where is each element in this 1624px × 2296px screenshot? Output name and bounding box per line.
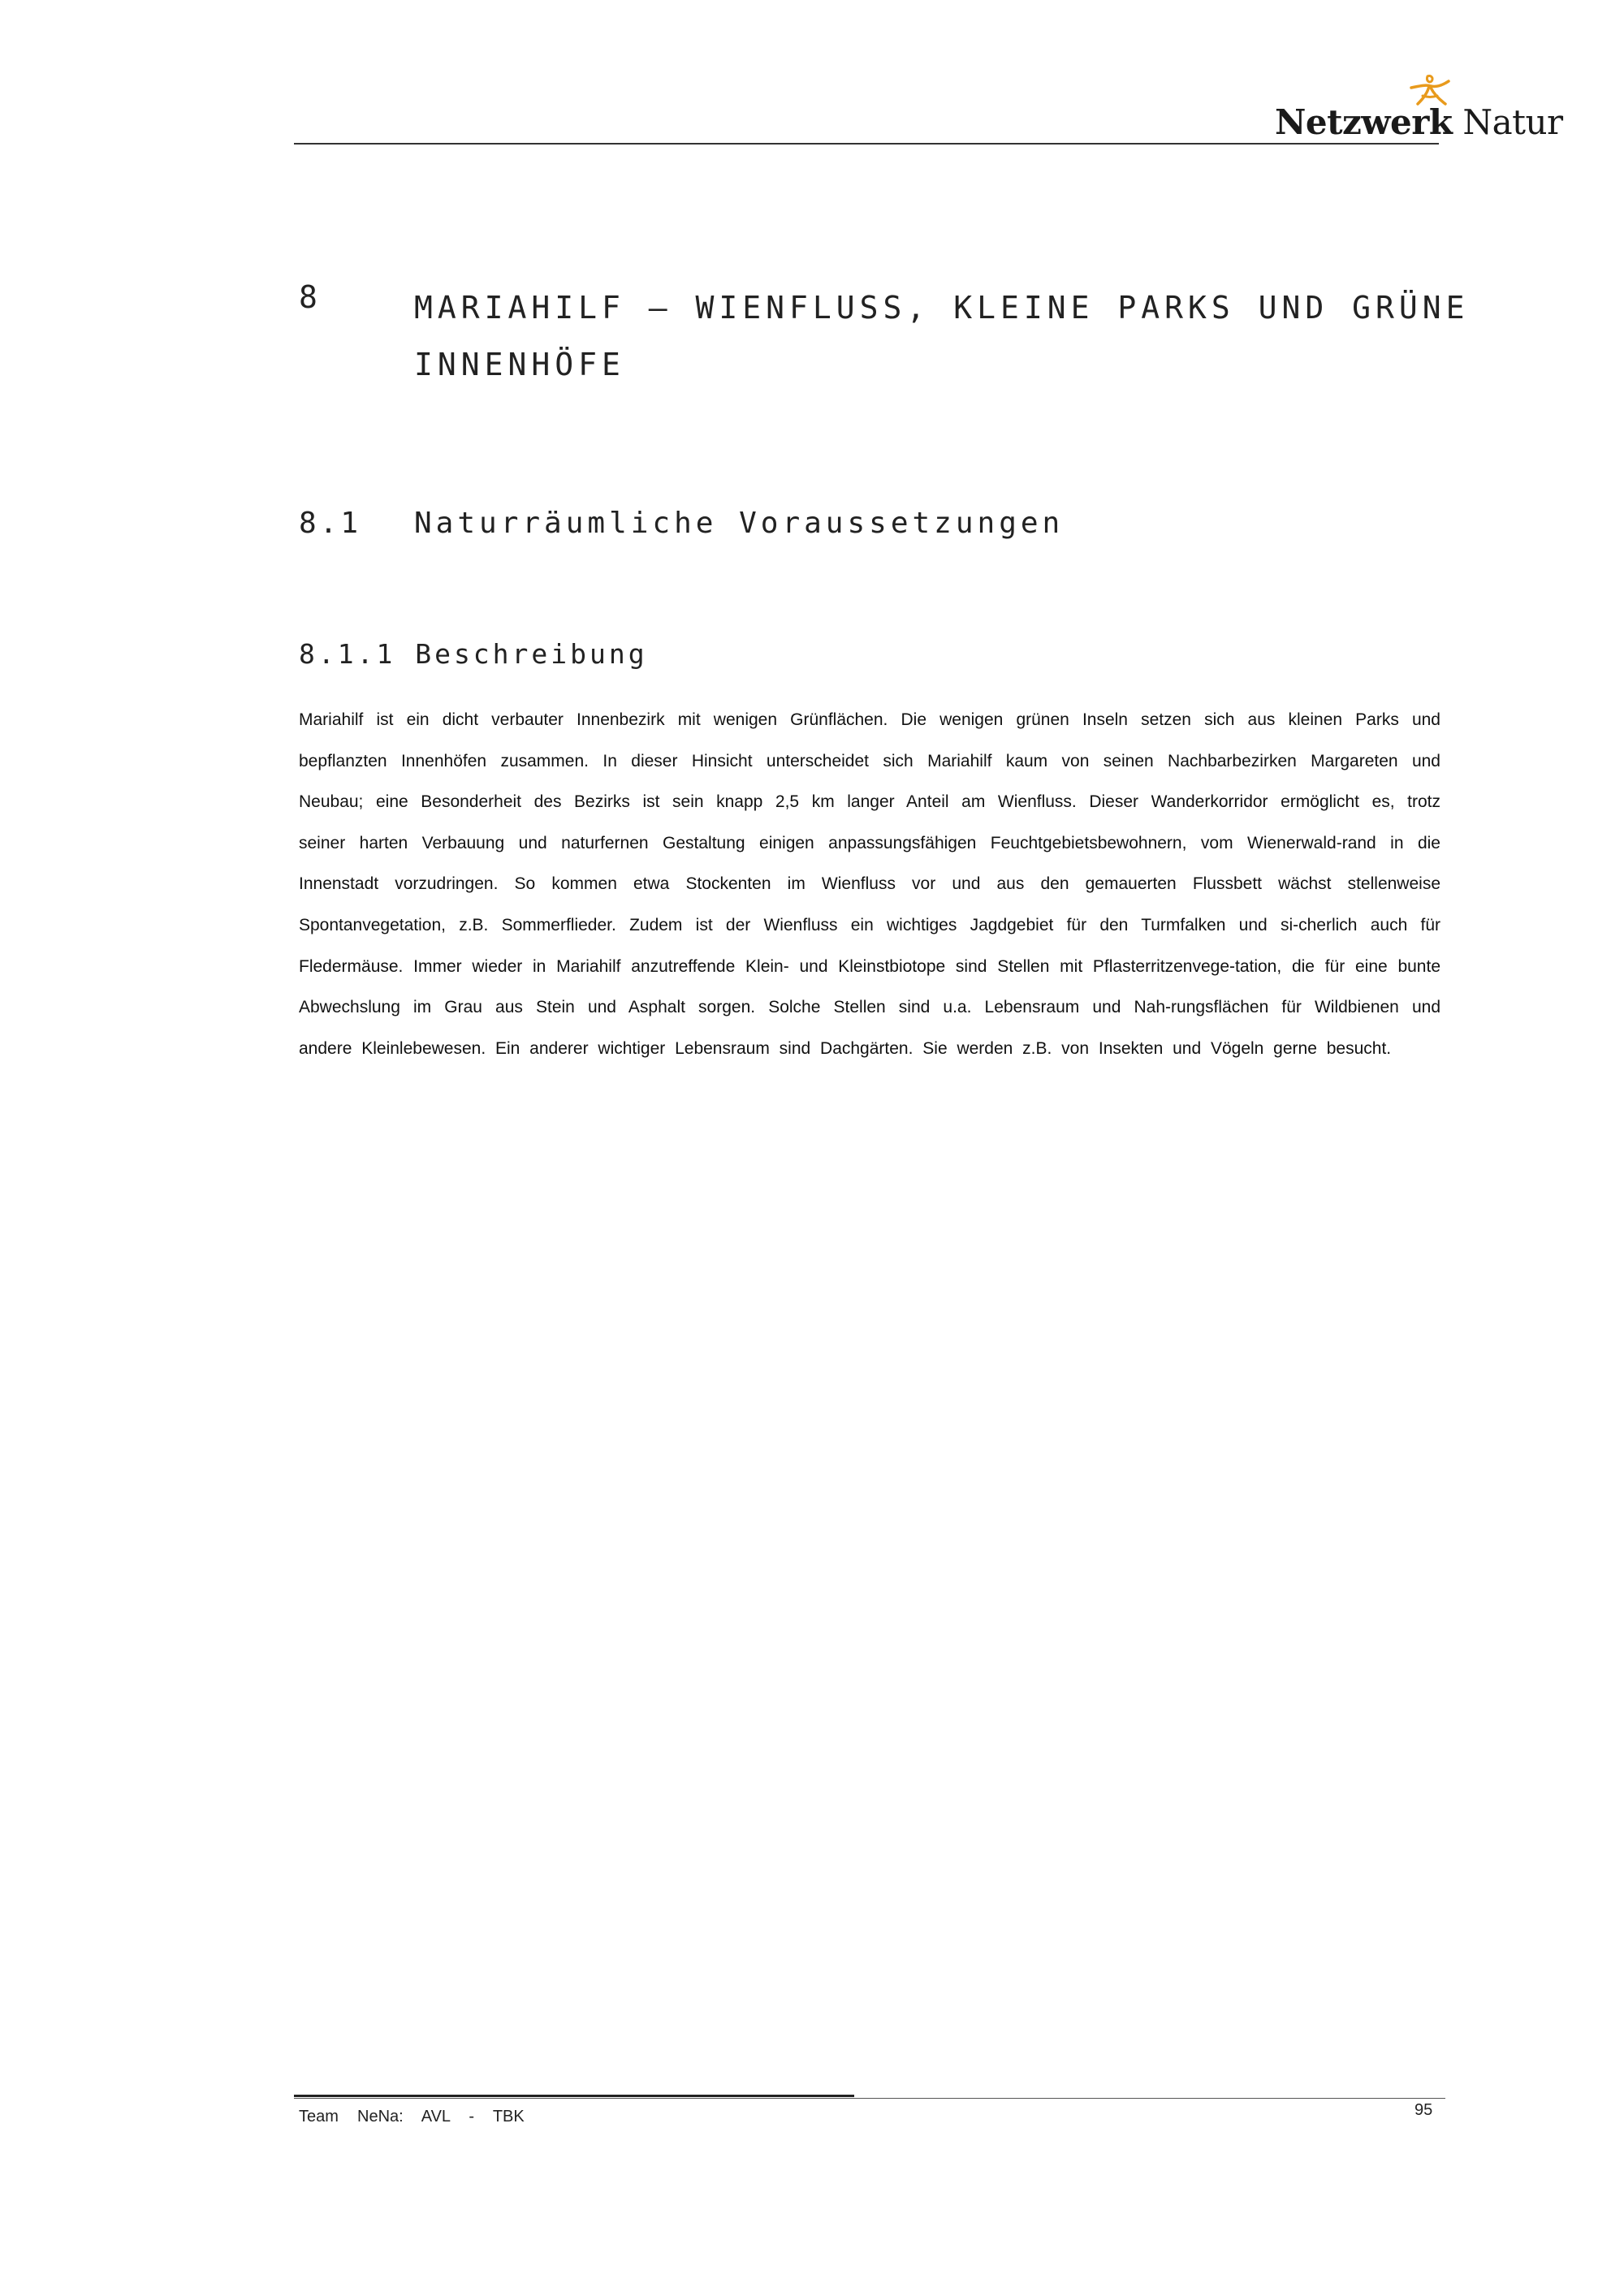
logo-bold-word: Netzwerk bbox=[1275, 102, 1453, 142]
footer-divider bbox=[294, 2098, 1445, 2099]
netzwerk-natur-logo bbox=[1275, 73, 1563, 146]
section-title: Naturräumliche Voraussetzungen bbox=[414, 507, 1065, 540]
chapter-number: 8 bbox=[299, 279, 317, 315]
page-number: 95 bbox=[1415, 2101, 1433, 2119]
footer-divider-thick bbox=[294, 2095, 854, 2097]
body-paragraph: Mariahilf ist ein dicht verbauter Innenbezirk mit wenigen Grünflächen. Die wenigen grünen Inseln setzen sich aus kleinen Parks und bepflanzten Innenhöfen zusammen. In dieser Hinsicht unterscheidet sich Mariahilf kaum von seinen Nachbarbezirken Margareten und Neubau; eine Besonderheit des Bezirks ist sein knapp 2,5 km langer Anteil am Wienfluss. Dieser Wanderkorridor ermöglicht es, trotz seiner harten Verbauung und naturfernen Gestaltung einigen anpassungsfähigen Feuchtgebietsbewohnern, vom Wienerwald-rand in die Innenstadt vorzudringen. So kommen etwa Stockenten im Wienfluss vor und aus den gemauerten Flussbett wächst stellenweise Spontanvegetation, z.B. Sommerflieder. Zudem ist der Wienfluss ein wichtiges Jagdgebiet für den Turmfalken und si-cherlich auch für Fledermäuse. Immer wieder in Mariahilf anzutreffende Klein- und Kleinstbiotope sind Stellen mit Pflasterritzenvege-tation, die für eine bunte Abwechslung im Grau aus Stein und Asphalt sorgen. Solche Stellen sind u.a. Lebensraum und Nah-rungsflächen für Wildbienen und andere Kleinlebewesen. Ein anderer wichtiger Lebensraum sind Dachgärten. Sie werden z.B. von Insekten und Vögeln gerne besucht. bbox=[299, 710, 1440, 1058]
header-divider bbox=[294, 143, 1439, 145]
subsection-heading: 8.1.1 Beschreibung bbox=[299, 638, 648, 670]
chapter-title: MARIAHILF – WIENFLUSS, KLEINE PARKS UND GRÜNE INNENHÖFE bbox=[414, 290, 1470, 382]
logo-wordmark bbox=[1275, 102, 1563, 142]
footer-team: Team NeNa: AVL - TBK bbox=[299, 2108, 525, 2126]
logo-regular-word: Natur bbox=[1462, 102, 1563, 142]
section-number: 8.1 bbox=[299, 507, 362, 540]
